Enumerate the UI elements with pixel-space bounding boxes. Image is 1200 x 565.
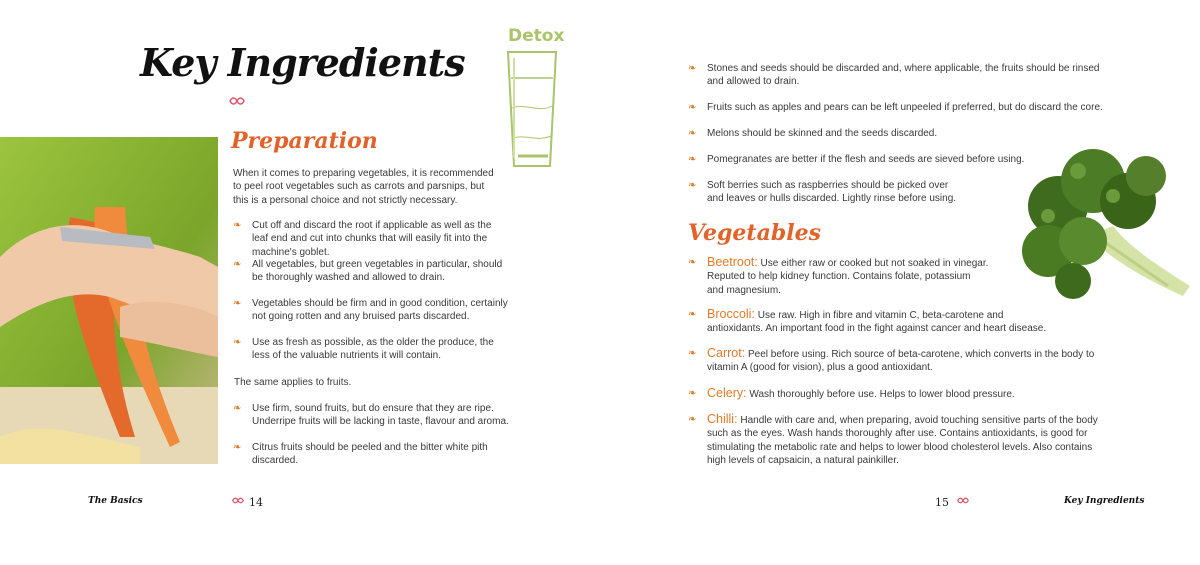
preparation-intro: When it comes to preparing vegetables, it is recommended to peel root vegetables such as carrots and parsnips, but this is a personal choice and not strictly necessary. bbox=[233, 168, 494, 206]
list-item: ❧ Use as fresh as possible, as the older the produce, the less of the valuable nutrients it will contain. bbox=[233, 337, 494, 362]
section-heading-preparation: Preparation bbox=[231, 128, 378, 154]
page-number: 15 bbox=[935, 496, 949, 509]
bullet-icon: ❧ bbox=[233, 403, 242, 414]
page-number: 14 bbox=[249, 496, 263, 509]
bullet-icon: ❧ bbox=[688, 388, 697, 399]
list-item: ❧ Citrus fruits should be peeled and the bitter white pith discarded. bbox=[233, 442, 488, 467]
list-item: ❧ Soft berries such as raspberries should be picked over and leaves or hulls discarded. Lightly rinse before using. bbox=[688, 180, 957, 205]
bullet-icon: ❧ bbox=[688, 154, 697, 165]
section-heading-vegetables: Vegetables bbox=[688, 220, 821, 246]
bullet-icon: ❧ bbox=[688, 102, 697, 113]
vegetable-item-chilli: ❧ Chilli: Handle with care and, when preparing, avoid touching sensitive parts of the body such as the eyes. Wash hands thoroughly after use. Contains antioxidants, is good for stimulating the metabolic rate and helps to lower blood cholesterol levels. Also contains high levels of capsaicin, a natural painkiller. bbox=[688, 412, 1098, 466]
list-item: ❧ Fruits such as apples and pears can be left unpeeled if preferred, but do discard the core. bbox=[688, 102, 1103, 113]
bullet-icon: ❧ bbox=[233, 442, 242, 453]
vegetable-item-celery: ❧ Celery: Wash thoroughly before use. Helps to lower blood pressure. bbox=[688, 386, 1015, 400]
peeling-carrot-photo bbox=[0, 137, 218, 464]
fruits-intro: The same applies to fruits. bbox=[234, 377, 352, 388]
ornament-icon bbox=[957, 497, 969, 504]
bullet-icon: ❧ bbox=[233, 337, 242, 348]
bullet-icon: ❧ bbox=[688, 128, 697, 139]
broccoli-illustration bbox=[1018, 146, 1190, 308]
list-item: ❧ Cut off and discard the root if applicable as well as the leaf end and cut into chunks that will easily fit into the machine's goblet. bbox=[233, 220, 492, 258]
vegetable-item-beetroot: ❧ Beetroot: Use either raw or cooked but not soaked in vinegar. Reputed to help kidney function. Contains folate, potassium and magnesium. bbox=[688, 255, 989, 296]
vegetable-item-broccoli: ❧ Broccoli: Use raw. High in fibre and vitamin C, beta-carotene and antioxidants. An important food in the fight against cancer and heart disease. bbox=[688, 307, 1047, 335]
bullet-icon: ❧ bbox=[233, 220, 242, 231]
glass-icon bbox=[504, 48, 560, 170]
bullet-icon: ❧ bbox=[688, 63, 697, 74]
list-item: ❧ All vegetables, but green vegetables in particular, should be thoroughly washed and allowed to drain. bbox=[233, 259, 503, 284]
footer-section-label: The Basics bbox=[88, 496, 143, 506]
detox-label: Detox bbox=[508, 26, 565, 46]
list-item: ❧ Stones and seeds should be discarded and, where applicable, the fruits should be rinsed and allowed to drain. bbox=[688, 63, 1100, 88]
bullet-icon: ❧ bbox=[688, 309, 697, 320]
list-item: ❧ Use firm, sound fruits, but do ensure that they are ripe. Underripe fruits will be lacking in taste, flavour and aroma. bbox=[233, 403, 509, 428]
bullet-icon: ❧ bbox=[688, 348, 697, 359]
ornament-icon bbox=[229, 97, 245, 105]
bullet-icon: ❧ bbox=[688, 257, 697, 268]
bullet-icon: ❧ bbox=[688, 180, 697, 191]
vegetable-item-carrot: ❧ Carrot: Peel before using. Rich source of beta-carotene, which converts in the body to vitamin A (good for vision), plus a good antioxidant. bbox=[688, 346, 1095, 374]
bullet-icon: ❧ bbox=[233, 259, 242, 270]
bullet-icon: ❧ bbox=[688, 414, 697, 425]
page-title: Key Ingredients bbox=[140, 40, 465, 85]
bullet-icon: ❧ bbox=[233, 298, 242, 309]
footer-section-label: Key Ingredients bbox=[1064, 496, 1145, 506]
ornament-icon bbox=[232, 497, 244, 504]
detox-glass-illustration bbox=[500, 26, 564, 171]
list-item: ❧ Pomegranates are better if the flesh and seeds are sieved before using. bbox=[688, 154, 1025, 165]
list-item: ❧ Vegetables should be firm and in good condition, certainly not going rotten and any bruised parts discarded. bbox=[233, 298, 508, 323]
list-item: ❧ Melons should be skinned and the seeds discarded. bbox=[688, 128, 938, 139]
